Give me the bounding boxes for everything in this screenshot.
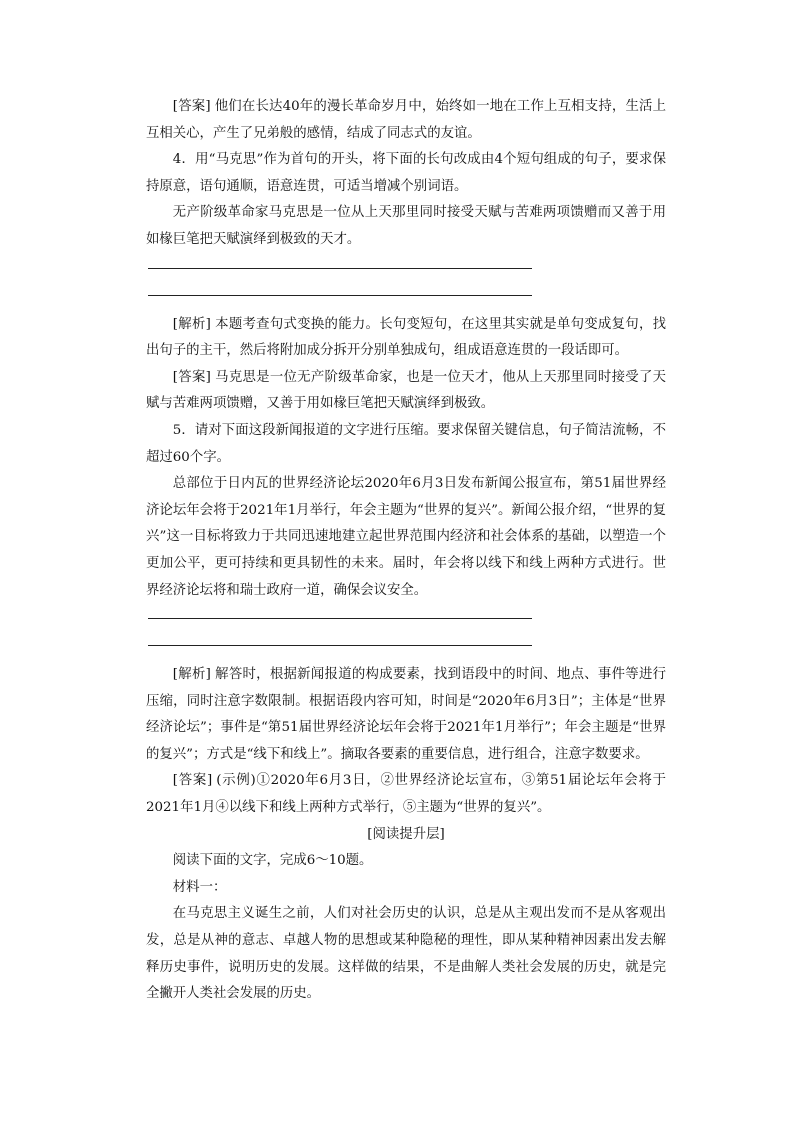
material-text: 在马克思主义诞生之前，人们对社会历史的认识，总是从主观出发而不是从客观出发，总是从神的意志、卓越人物的思想或某种隐秘的理性，即从某种精神因素出发去解释历史事件，说明历史的发展。这样做的结果，不是曲解人类社会发展的历史，就是完全撇开人类社会发展的历史。 [146,906,666,1002]
q3-answer [146,94,666,147]
answer-tag: [答案] [172,369,211,385]
q4-analysis [146,312,666,365]
q5-news-passage: 总部位于日内瓦的世界经济论坛2020年6月3日发布新闻公报宣布，第51届世界经济论坛年会将于2021年1月举行，年会主题为“世界的复兴”。新闻公报介绍，“世界的复兴”这一目标将致力于共同迅速地建立起世界范围内经济和社会体系的基础，以塑造一个更加公平，更可持续和更具韧性的未来。届时，年会将以线下和线上两种方式进行。世界经济论坛将和瑞士政府一道，确保会议安全。 [146,476,666,598]
section-title: [阅读提升层] [367,826,445,842]
answer-blank-line[interactable] [148,618,532,619]
answer-blank-line[interactable] [148,268,532,269]
q4-prompt: 4．用“马克思”作为首句的开头，将下面的长句改成由4个短句组成的句子，要求保持原意，语句通顺，语意连贯，可适当增减个别词语。 [146,152,666,194]
answer-text: 马克思是一位无产阶级革命家，也是一位天才，他从上天那里同时接受了天赋与苦难两项馈赠，又善于用如椽巨笔把天赋演绎到极致。 [146,369,667,412]
material-label: 材料一： [172,879,227,895]
answer-blank-line[interactable] [148,295,532,296]
analysis-tag: [解析] [172,667,211,683]
q4-answer [146,365,666,418]
document-body [146,94,666,1008]
answer-tag: [答案] [172,773,213,789]
answer-tag: [答案] [172,99,211,114]
answer-text: (示例)①2020年6月3日，②世界经济论坛宣布，③第51届论坛年会将于2021年1月④以线下和线上两种方式举行，⑤主题为“世界的复兴”。 [146,773,667,816]
analysis-tag: [解析] [172,316,211,332]
answer-text: 他们在长达40年的漫长革命岁月中，始终如一地在工作上互相支持，生活上互相关心，产生了兄弟般的感情，结成了同志式的友谊。 [146,99,666,141]
q4-source-sentence: 无产阶级革命家马克思是一位从上天那里同时接受天赋与苦难两项馈赠而又善于用如椽巨笔把天赋演绎到极致的天才。 [146,205,666,247]
analysis-text: 本题考查句式变换的能力。长句变短句，在这里其实就是单句变成复句，找出句子的主干，然后将附加成分拆开分别单独成句，组成语意连贯的一段话即可。 [146,316,667,359]
reading-instruction: 阅读下面的文字，完成6～10题。 [172,853,373,869]
q5-prompt: 5．请对下面这段新闻报道的文字进行压缩。要求保留关键信息，句子简洁流畅，不超过60个字。 [146,422,666,465]
q5-answer [146,768,666,821]
analysis-text: 解答时，根据新闻报道的构成要素，找到语段中的时间、地点、事件等进行压缩，同时注意字数限制。根据语段内容可知，时间是“2020年6月3日”；主体是“世界经济论坛”；事件是“第51届世界经济论坛年会将于2021年1月举行”；年会主题是“世界的复兴”；方式是“线下和线上”。摘取各要素的重要信息，进行组合，注意字数要求。 [146,667,667,762]
q5-analysis [146,662,666,768]
answer-blank-line[interactable] [148,645,532,646]
